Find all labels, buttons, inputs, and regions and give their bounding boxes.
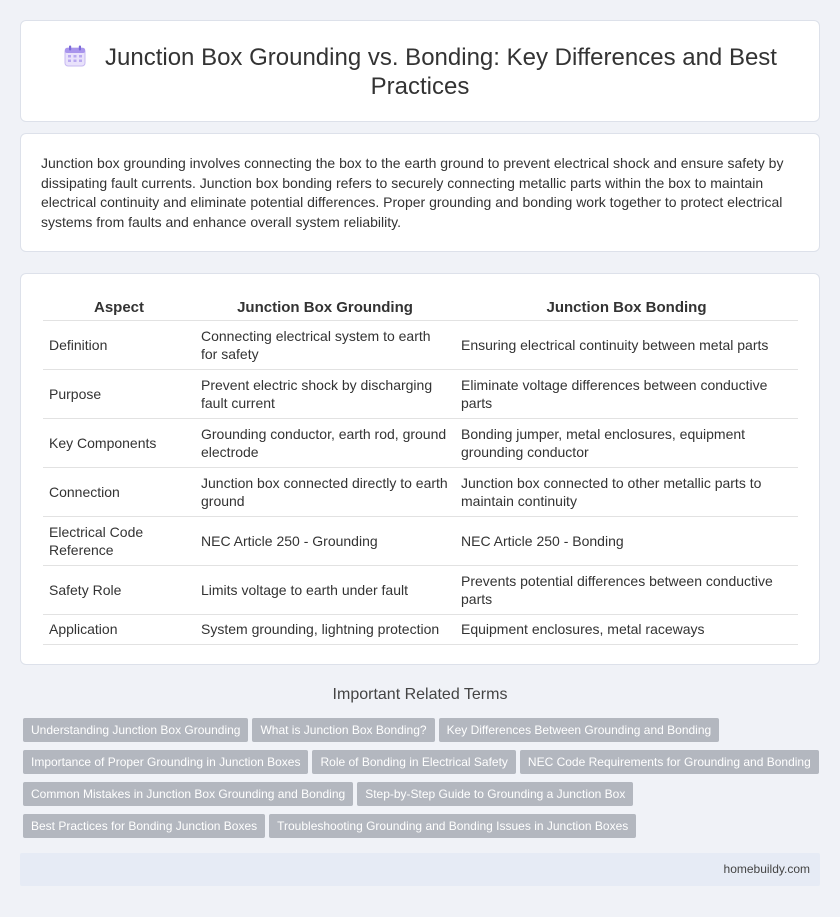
table-cell: Connecting electrical system to earth for safety — [195, 320, 455, 369]
table-cell: Prevents potential differences between conductive parts — [455, 565, 798, 614]
table-row — [43, 418, 798, 467]
related-tag[interactable]: Understanding Junction Box Grounding — [23, 718, 248, 742]
table-cell: Connection — [43, 467, 195, 516]
table-row — [43, 467, 798, 516]
table-cell: Definition — [43, 320, 195, 369]
footer-site[interactable]: homebuildy.com — [723, 862, 810, 876]
page-title: Junction Box Grounding vs. Bonding: Key Differences and Best Practices — [105, 44, 777, 100]
tag-row — [23, 718, 823, 750]
footer — [20, 853, 820, 886]
table-cell: Eliminate voltage differences between conductive parts — [455, 369, 798, 418]
table-row — [43, 614, 798, 644]
tag-row — [23, 782, 823, 814]
table-row — [43, 320, 798, 369]
table-row — [43, 565, 798, 614]
table-card — [20, 273, 820, 665]
table-row — [43, 369, 798, 418]
related-tag[interactable]: Key Differences Between Grounding and Bonding — [439, 718, 720, 742]
related-tag[interactable]: Common Mistakes in Junction Box Grounding and Bonding — [23, 782, 353, 806]
related-tag[interactable]: Role of Bonding in Electrical Safety — [312, 750, 515, 774]
table-header-bonding: Junction Box Bonding — [455, 296, 798, 320]
table-cell: Limits voltage to earth under fault — [195, 565, 455, 614]
table-cell: Purpose — [43, 369, 195, 418]
related-tag[interactable]: Best Practices for Bonding Junction Boxes — [23, 814, 265, 838]
table-cell: Bonding jumper, metal enclosures, equipment grounding conductor — [455, 418, 798, 467]
tag-row — [23, 750, 823, 782]
table-cell: Application — [43, 614, 195, 644]
table-cell: Ensuring electrical continuity between metal parts — [455, 320, 798, 369]
table-cell: NEC Article 250 - Bonding — [455, 516, 798, 565]
table-header-aspect: Aspect — [43, 296, 195, 320]
related-tag[interactable]: Importance of Proper Grounding in Junction Boxes — [23, 750, 308, 774]
intro-text: Junction box grounding involves connecting the box to the earth ground to prevent electrical shock and ensure safety by dissipating fault currents. Junction box bonding refers to securely connecting metallic parts within the box to maintain electrical continuity and eliminate potential differences. Proper grounding and bonding work together to protect electrical systems from faults and enhance overall system reliability. — [41, 155, 784, 230]
related-tag[interactable]: NEC Code Requirements for Grounding and Bonding — [520, 750, 819, 774]
table-cell: System grounding, lightning protection — [195, 614, 455, 644]
intro-card — [20, 133, 820, 252]
tag-row — [23, 814, 823, 846]
table-cell: Safety Role — [43, 565, 195, 614]
table-cell: Electrical Code Reference — [43, 516, 195, 565]
comparison-table — [43, 296, 798, 645]
table-row — [43, 516, 798, 565]
related-terms-title: Important Related Terms — [332, 686, 508, 703]
related-tag[interactable]: Step-by-Step Guide to Grounding a Junction Box — [357, 782, 633, 806]
table-cell: Junction box connected to other metallic parts to maintain continuity — [455, 467, 798, 516]
related-tags — [23, 718, 823, 846]
table-header-grounding: Junction Box Grounding — [195, 296, 455, 320]
table-cell: Prevent electric shock by discharging fault current — [195, 369, 455, 418]
calendar-icon — [63, 45, 87, 67]
related-tag[interactable]: Troubleshooting Grounding and Bonding Issues in Junction Boxes — [269, 814, 636, 838]
related-tag[interactable]: What is Junction Box Bonding? — [252, 718, 434, 742]
header-card — [20, 20, 820, 122]
table-cell: NEC Article 250 - Grounding — [195, 516, 455, 565]
table-cell: Grounding conductor, earth rod, ground electrode — [195, 418, 455, 467]
table-cell: Key Components — [43, 418, 195, 467]
table-header-row — [43, 296, 798, 320]
table-cell: Equipment enclosures, metal raceways — [455, 614, 798, 644]
table-cell: Junction box connected directly to earth ground — [195, 467, 455, 516]
title-wrap — [61, 43, 779, 101]
